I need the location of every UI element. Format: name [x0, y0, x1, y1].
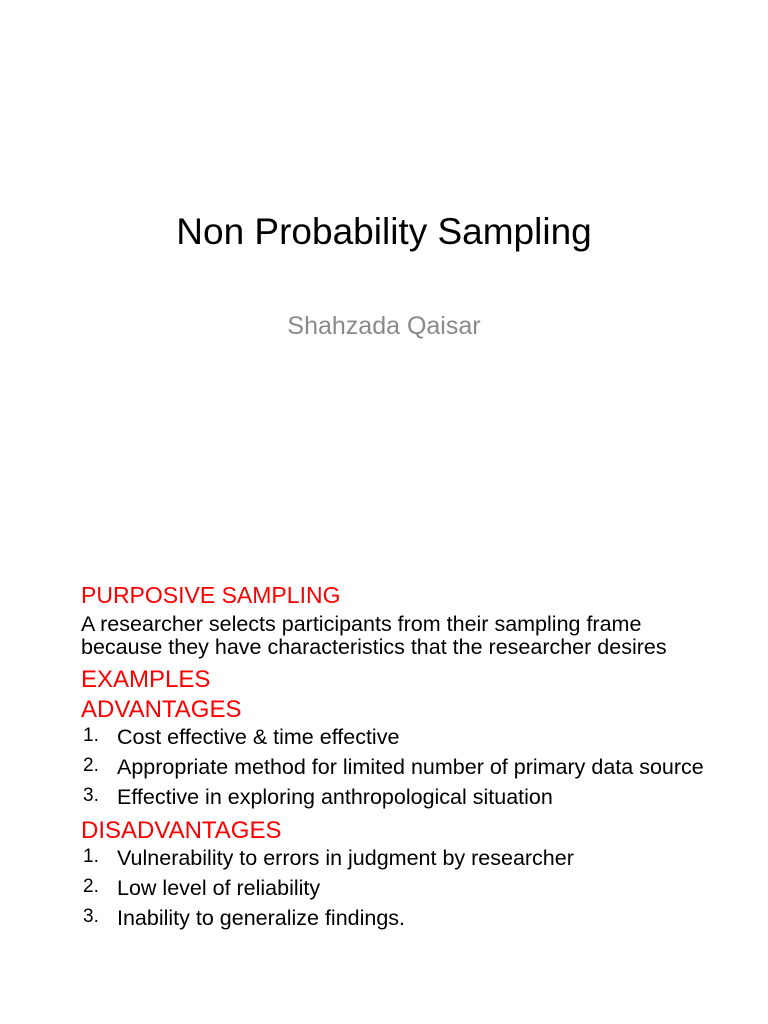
list-item-number: 3.: [83, 785, 99, 806]
disadvantages-heading: DISADVANTAGES: [81, 817, 282, 844]
disadvantages-list: [81, 847, 721, 930]
list-item-text: Effective in exploring anthropological situation: [117, 785, 553, 809]
list-item-number: 3.: [83, 906, 99, 927]
slide-title: Non Probability Sampling: [176, 211, 592, 252]
list-item: [81, 907, 721, 930]
list-item: [81, 786, 721, 809]
advantages-heading: ADVANTAGES: [81, 696, 242, 723]
list-item: [81, 756, 721, 779]
list-item-number: 1.: [83, 725, 99, 746]
list-item-number: 2.: [83, 876, 99, 897]
purposive-description: A researcher selects participants from their sampling frame because they have characteristics that the researcher desires: [81, 612, 667, 659]
list-item-text: Cost effective & time effective: [117, 725, 400, 749]
list-item-text: Appropriate method for limited number of primary data source: [117, 755, 704, 779]
list-item-text: Inability to generalize findings.: [117, 906, 406, 930]
list-item: [81, 847, 721, 870]
list-item: [81, 877, 721, 900]
list-item-text: Low level of reliability: [117, 876, 321, 900]
purposive-sampling-heading: PURPOSIVE SAMPLING: [81, 582, 341, 608]
list-item: [81, 726, 721, 749]
slide-subtitle: Shahzada Qaisar: [287, 312, 481, 340]
slide-content: [81, 580, 721, 937]
examples-heading: EXAMPLES: [81, 666, 211, 693]
advantages-list: [81, 726, 721, 809]
list-item-number: 2.: [83, 755, 99, 776]
list-item-number: 1.: [83, 846, 99, 867]
list-item-text: Vulnerability to errors in judgment by researcher: [117, 846, 574, 870]
